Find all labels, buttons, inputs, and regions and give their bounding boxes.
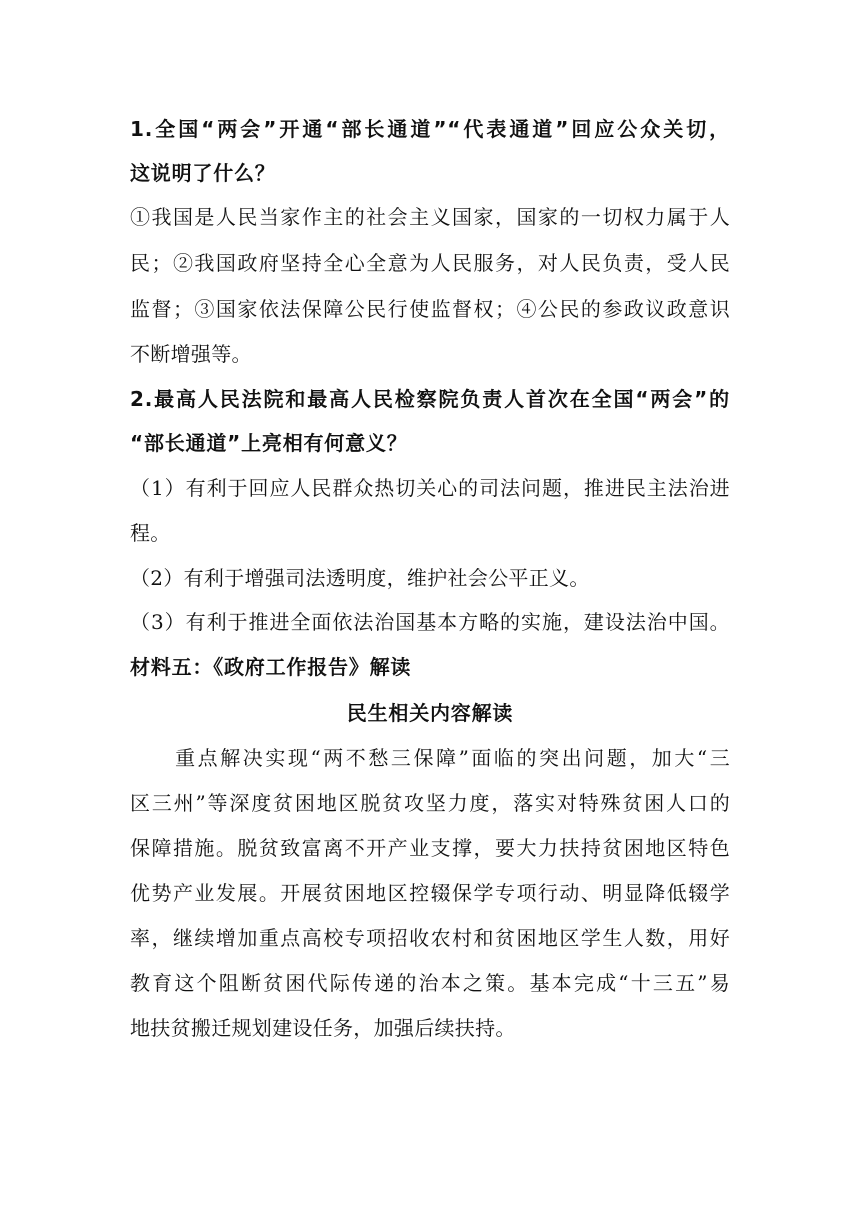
question-1-answer-line-2: 民；②我国政府坚持全心全意为人民服务，对人民负责，受人民 (130, 251, 730, 275)
question-2-answer-line-1: （1）有利于回应人民群众热切关心的司法问题，推进民主法治进 (130, 476, 730, 500)
material-subheading: 民生相关内容解读 (346, 701, 514, 725)
question-2-answer-line-2: 程。 (130, 521, 171, 545)
material-body-line-7: 地扶贫搬迁规划建设任务，加强后续扶持。 (130, 1016, 516, 1040)
material-body-line-2: 区三州”等深度贫困地区脱贫攻坚力度，落实对特殊贫困人口的 (130, 791, 730, 815)
question-1-title-line-1: 1.全国“两会”开通“部长通道”“代表通道”回应公众关切， (130, 117, 730, 141)
question-1-answer-line-3: 监督；③国家依法保障公民行使监督权；④公民的参政议政意识 (130, 297, 730, 321)
material-body-line-5: 率，继续增加重点高校专项招收农村和贫困地区学生人数，用好 (130, 926, 730, 950)
question-2-title-line-2: “部长通道”上亮相有何意义？ (130, 431, 408, 455)
material-heading: 材料五：《政府工作报告》解读 (130, 655, 412, 679)
question-1-answer-line-4: 不断增强等。 (130, 342, 252, 366)
question-2-title-line-1: 2.最高人民法院和最高人民检察院负责人首次在全国“两会”的 (130, 387, 730, 411)
material-body-line-6: 教育这个阻断贫困代际传递的治本之策。基本完成“十三五”易 (130, 971, 730, 995)
question-2-answer-line-4: （3）有利于推进全面依法治国基本方略的实施，建设法治中国。 (130, 610, 730, 634)
material-body-line-4: 优势产业发展。开展贫困地区控辍保学专项行动、明显降低辍学 (130, 881, 730, 905)
question-1-title-line-2: 这说明了什么？ (130, 161, 276, 185)
question-2-answer-line-3: （2）有利于增强司法透明度，维护社会公平正义。 (130, 566, 590, 590)
material-body-line-3: 保障措施。脱贫致富离不开产业支撑，要大力扶持贫困地区特色 (130, 836, 730, 860)
material-body-line-1: 重点解决实现“两不愁三保障”面临的突出问题，加大“三 (130, 746, 730, 770)
question-1-answer-line-1: ①我国是人民当家作主的社会主义国家，国家的一切权力属于人 (130, 205, 730, 229)
